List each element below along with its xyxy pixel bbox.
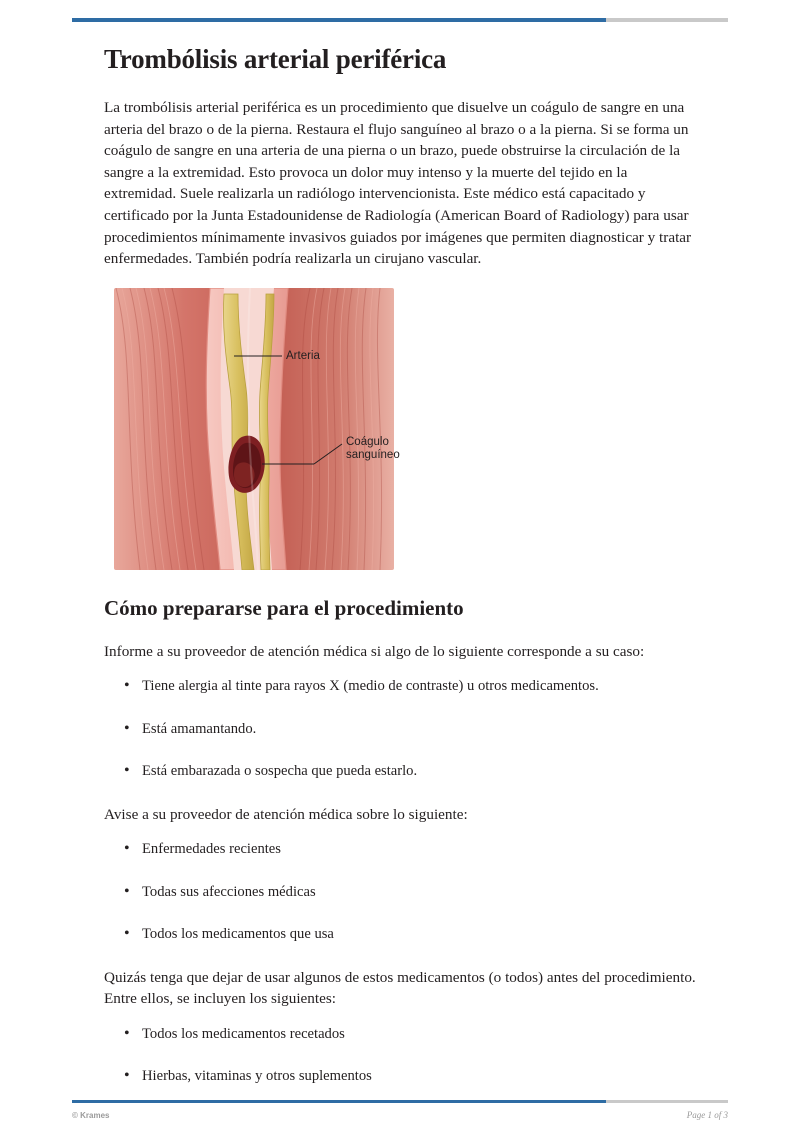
footer-page-number: Page 1 of 3: [686, 1110, 728, 1120]
preparation-lead-2: Avise a su proveedor de atención médica sobre lo siguiente:: [104, 805, 468, 823]
figure-label-artery: Arteria: [286, 349, 320, 362]
list-item: • Enfermedades recientes: [142, 839, 698, 859]
figure-label-clot-line1: Coágulo: [346, 435, 389, 448]
list-item: • Hierbas, vitaminas y otros suplementos: [142, 1066, 698, 1086]
list-item: • Todos los medicamentos recetados: [142, 1024, 698, 1044]
list-item: • Está amamantando.: [142, 719, 698, 739]
preparation-lead-3: Quizás tenga que dejar de usar algunos de estos medicamentos (o todos) antes del procedimiento. Entre ellos, se incluyen los siguientes:: [104, 968, 696, 1008]
footer-rule-accent: [72, 1100, 606, 1103]
document-content: [104, 44, 698, 1109]
header-rule: [72, 18, 728, 22]
preparation-lead-1: Informe a su proveedor de atención médica si algo de lo siguiente corresponde a su caso:: [104, 642, 645, 660]
page-title: Trombólisis arterial periférica: [104, 44, 447, 74]
header-rule-accent: [72, 18, 606, 22]
section-heading-preparation: Cómo prepararse para el procedimiento: [104, 595, 464, 620]
list-item: • Todos los medicamentos que usa: [142, 924, 698, 944]
list-item: • Todas sus afecciones médicas: [142, 882, 698, 902]
artery-illustration-svg: [114, 288, 394, 570]
footer-copyright: © Krames: [72, 1111, 110, 1120]
list-item: • Está embarazada o sospecha que pueda estarlo.: [142, 761, 698, 781]
intro-paragraph: La trombólisis arterial periférica es un procedimiento que disuelve un coágulo de sangre en una arteria del brazo o de la pierna. Restaura el flujo sanguíneo al brazo o a la pierna. Si se forma un coágulo de sangre en una arteria de una pierna o un brazo, puede obstruirse la circulación de la sangre a la extremidad. Esto provoca un dolor muy intenso y la muerte del tejido en la extremidad. Suele realizarla un radiólogo intervencionista. Este médico está capacitado y certificado por la Junta Estadounidense de Radiología (American Board of Radiology) para usar procedimientos mínimamente invasivos guiados por imágenes que permiten diagnosticar y tratar enfermedades. También podría realizarla un cirujano vascular.: [104, 99, 692, 268]
preparation-list-1: [104, 676, 698, 781]
artery-illustration: [114, 288, 394, 570]
preparation-list-2: [104, 839, 698, 944]
anatomy-figure: [114, 288, 400, 570]
list-item: • Tiene alergia al tinte para rayos X (medio de contraste) u otros medicamentos.: [142, 676, 698, 696]
figure-label-clot-line2: sanguíneo: [346, 448, 400, 461]
footer-rule: [72, 1100, 728, 1103]
preparation-list-3: [104, 1024, 698, 1087]
